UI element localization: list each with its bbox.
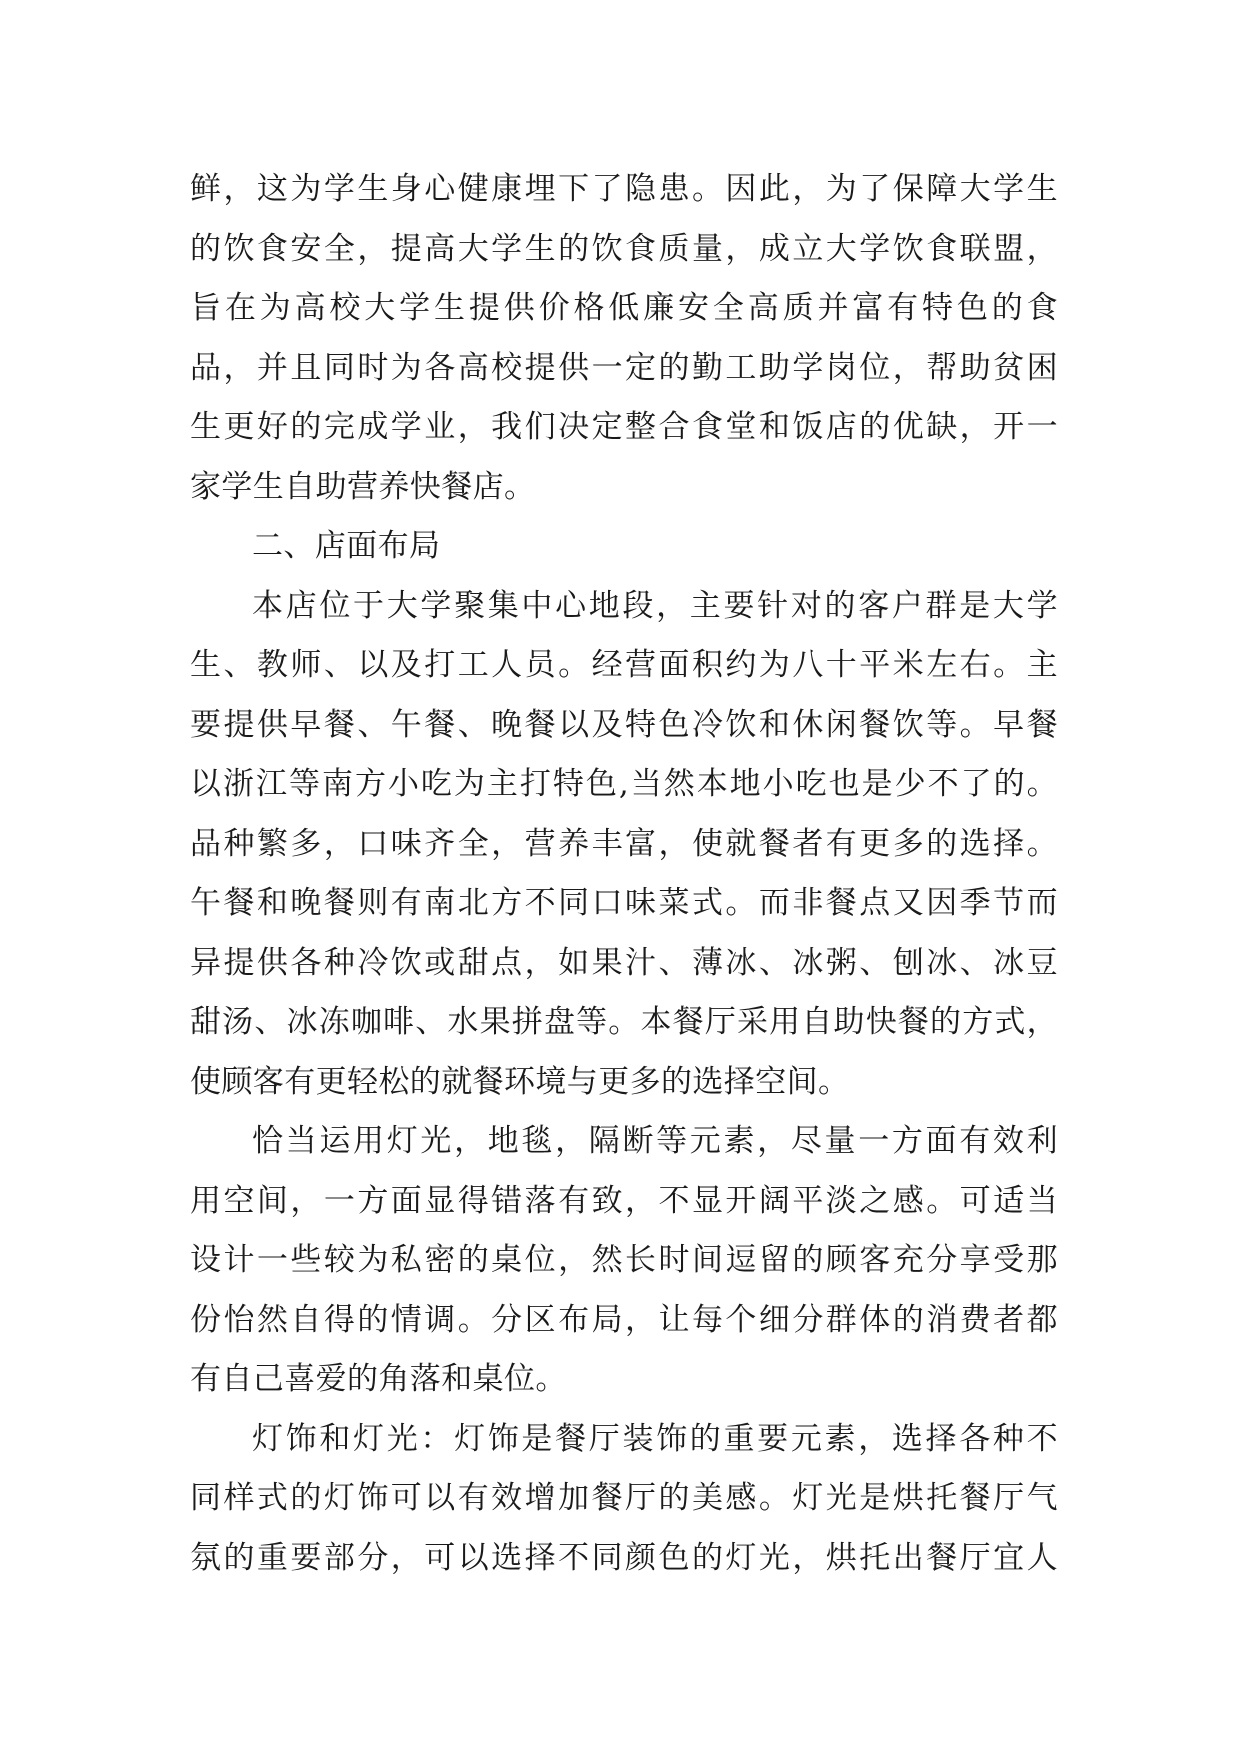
text-line: 有自己喜爱的角落和桌位。 (190, 1361, 567, 1397)
text-line: 生更好的完成学业，我们决定整合食堂和饭店的优缺，开一 (190, 409, 1058, 445)
text-line: 异提供各种冷饮或甜点，如果汁、薄冰、冰粥、刨冰、冰豆 (190, 944, 1058, 981)
section-heading (190, 517, 1058, 577)
text-line: 品，并且同时为各高校提供一定的勤工助学岗位，帮助贫困 (190, 349, 1058, 386)
text-line: 要提供早餐、午餐、晚餐以及特色冷饮和休闲餐饮等。早餐 (190, 706, 1058, 743)
paragraph-4 (190, 1410, 1058, 1589)
text-line: 用空间，一方面显得错落有致，不显开阔平淡之感。可适当 (190, 1182, 1058, 1219)
text-line: 同样式的灯饰可以有效增加餐厅的美感。灯光是烘托餐厅气 (190, 1480, 1058, 1516)
paragraph-3 (190, 1112, 1058, 1410)
paragraph-2 (190, 577, 1058, 1113)
text-line: 以浙江等南方小吃为主打特色,当然本地小吃也是少不了的。 (190, 766, 1058, 802)
text-line: 的饮食安全，提高大学生的饮食质量，成立大学饮食联盟， (190, 230, 1058, 267)
text-line: 使顾客有更轻松的就餐环境与更多的选择空间。 (190, 1063, 850, 1100)
text-line: 鲜，这为学生身心健康埋下了隐患。因此，为了保障大学生 (190, 171, 1058, 207)
text-line: 恰当运用灯光，地毯，隔断等元素，尽量一方面有效利 (252, 1123, 1058, 1159)
text-line: 家学生自助营养快餐店。 (190, 468, 536, 505)
text-line: 份怡然自得的情调。分区布局，让每个细分群体的消费者都 (190, 1301, 1058, 1338)
paragraph-1 (190, 160, 1058, 517)
section-heading-text: 二、店面布局 (252, 528, 441, 564)
text-line: 午餐和晚餐则有南北方不同口味菜式。而非餐点又因季节而 (190, 885, 1058, 921)
text-line: 旨在为高校大学生提供价格低廉安全高质并富有特色的食 (190, 290, 1058, 326)
text-line: 生、教师、以及打工人员。经营面积约为八十平米左右。主 (190, 647, 1058, 683)
text-line: 设计一些较为私密的桌位，然长时间逗留的顾客充分享受那 (190, 1242, 1058, 1278)
text-line: 品种繁多，口味齐全，营养丰富，使就餐者有更多的选择。 (190, 825, 1058, 862)
text-line: 灯饰和灯光：灯饰是餐厅装饰的重要元素，选择各种不 (252, 1420, 1058, 1457)
text-line: 本店位于大学聚集中心地段，主要针对的客户群是大学 (252, 587, 1058, 624)
document-body (190, 160, 1058, 1588)
text-line: 甜汤、冰冻咖啡、水果拼盘等。本餐厅采用自助快餐的方式， (190, 1004, 1058, 1040)
text-line: 氛的重要部分，可以选择不同颜色的灯光，烘托出餐厅宜人 (190, 1539, 1058, 1576)
